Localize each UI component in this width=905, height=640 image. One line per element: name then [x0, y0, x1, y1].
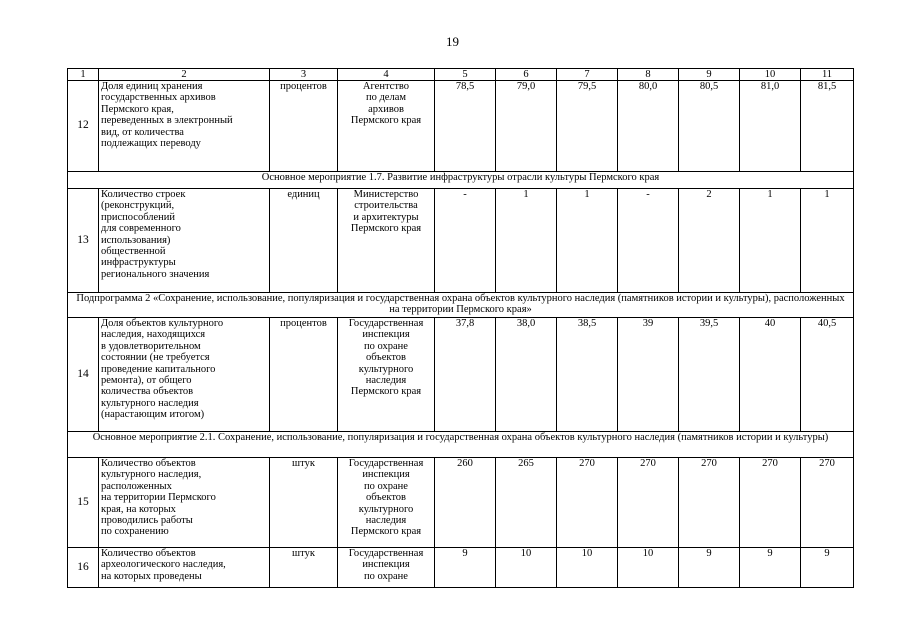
section-heading-row — [68, 293, 854, 318]
column-number-row — [68, 69, 854, 81]
section-heading-row — [68, 172, 854, 189]
value-cell: - — [435, 189, 496, 293]
indicators-table — [67, 68, 854, 588]
executor-cell: Государственная инспекция по охране — [338, 548, 435, 588]
subprogram-heading: Подпрограмма 2 «Сохранение, использование, популяризация и государственная охрана объектов культурного наследия (памятников истории и культуры), расположенных на территории Пермского края» — [68, 293, 854, 318]
value-cell: 270 — [679, 458, 740, 548]
indicator-name: Доля единиц хранения государственных архивов Пермского края, переведенных в электронный вид, от количества подлежащих переводу — [99, 81, 270, 172]
value-cell: 260 — [435, 458, 496, 548]
value-cell: 10 — [557, 548, 618, 588]
indicator-name: Количество строек (реконструкций, приспособлений для современного использования) общественной инфраструктуры регионального значения — [99, 189, 270, 293]
column-number: 7 — [557, 69, 618, 81]
column-number: 10 — [740, 69, 801, 81]
column-number: 4 — [338, 69, 435, 81]
column-number: 1 — [68, 69, 99, 81]
indicator-name: Количество объектов археологического наследия, на которых проведены — [99, 548, 270, 588]
value-cell: 9 — [435, 548, 496, 588]
value-cell: 2 — [679, 189, 740, 293]
table-row — [68, 458, 854, 548]
section-heading-row — [68, 432, 854, 458]
value-cell: 1 — [557, 189, 618, 293]
value-cell: 81,0 — [740, 81, 801, 172]
value-cell: 38,5 — [557, 318, 618, 432]
value-cell: 1 — [496, 189, 557, 293]
column-number: 9 — [679, 69, 740, 81]
column-number: 6 — [496, 69, 557, 81]
value-cell: 39 — [618, 318, 679, 432]
table-row — [68, 548, 854, 588]
column-number: 8 — [618, 69, 679, 81]
value-cell: 9 — [679, 548, 740, 588]
section-heading: Основное мероприятие 1.7. Развитие инфраструктуры отрасли культуры Пермского края — [68, 172, 854, 189]
value-cell: 9 — [801, 548, 854, 588]
unit-cell: процентов — [270, 318, 338, 432]
table-row — [68, 318, 854, 432]
executor-cell: Агентство по делам архивов Пермского края — [338, 81, 435, 172]
indicator-name: Количество объектов культурного наследия, расположенных на территории Пермского края, на которых проводились работы по сохранению — [99, 458, 270, 548]
value-cell: 10 — [618, 548, 679, 588]
executor-cell: Министерство строительства и архитектуры Пермского края — [338, 189, 435, 293]
unit-cell: штук — [270, 548, 338, 588]
row-number: 14 — [68, 318, 99, 432]
section-heading: Основное мероприятие 2.1. Сохранение, использование, популяризация и государственная охрана объектов культурного наследия (памятников истории и культуры) — [68, 432, 854, 458]
column-number: 3 — [270, 69, 338, 81]
value-cell: 79,0 — [496, 81, 557, 172]
column-number: 5 — [435, 69, 496, 81]
value-cell: - — [618, 189, 679, 293]
unit-cell: штук — [270, 458, 338, 548]
value-cell: 270 — [801, 458, 854, 548]
table-row — [68, 81, 854, 172]
value-cell: 80,5 — [679, 81, 740, 172]
table-row — [68, 189, 854, 293]
page-number: 19 — [446, 34, 459, 49]
executor-cell: Государственная инспекция по охране объектов культурного наследия Пермского края — [338, 318, 435, 432]
executor-cell: Государственная инспекция по охране объектов культурного наследия Пермского края — [338, 458, 435, 548]
value-cell: 40 — [740, 318, 801, 432]
value-cell: 37,8 — [435, 318, 496, 432]
value-cell: 10 — [496, 548, 557, 588]
value-cell: 265 — [496, 458, 557, 548]
value-cell: 81,5 — [801, 81, 854, 172]
unit-cell: процентов — [270, 81, 338, 172]
unit-cell: единиц — [270, 189, 338, 293]
value-cell: 78,5 — [435, 81, 496, 172]
row-number: 15 — [68, 458, 99, 548]
value-cell: 270 — [740, 458, 801, 548]
value-cell: 270 — [618, 458, 679, 548]
column-number: 2 — [99, 69, 270, 81]
indicator-name: Доля объектов культурного наследия, находящихся в удовлетворительном состоянии (не требуется проведение капитального ремонта), от общего количества объектов культурного наследия (нарастающим итогом) — [99, 318, 270, 432]
column-number: 11 — [801, 69, 854, 81]
value-cell: 38,0 — [496, 318, 557, 432]
value-cell: 39,5 — [679, 318, 740, 432]
value-cell: 79,5 — [557, 81, 618, 172]
value-cell: 9 — [740, 548, 801, 588]
row-number: 12 — [68, 81, 99, 172]
row-number: 13 — [68, 189, 99, 293]
value-cell: 40,5 — [801, 318, 854, 432]
value-cell: 270 — [557, 458, 618, 548]
value-cell: 1 — [801, 189, 854, 293]
value-cell: 1 — [740, 189, 801, 293]
value-cell: 80,0 — [618, 81, 679, 172]
row-number: 16 — [68, 548, 99, 588]
